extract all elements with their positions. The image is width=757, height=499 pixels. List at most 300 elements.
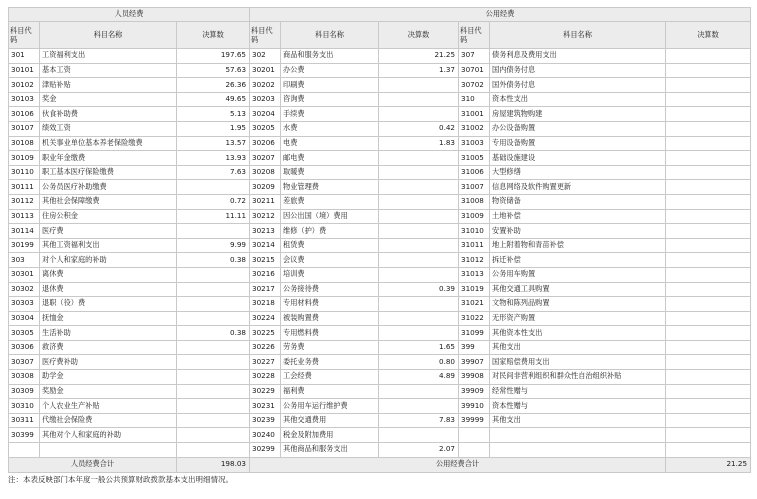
table-row	[9, 326, 751, 341]
subject-name-cell: 其他支出	[490, 413, 666, 428]
amount-cell	[177, 282, 250, 297]
subject-code-cell: 39908	[459, 370, 490, 385]
subject-name-cell: 福利费	[281, 384, 379, 399]
amount-cell	[666, 282, 751, 297]
subject-name-cell: 水费	[281, 121, 379, 136]
subject-code-cell: 31006	[459, 165, 490, 180]
subject-code-cell: 39910	[459, 399, 490, 414]
table-row	[9, 209, 751, 224]
subject-name-cell: 医疗费	[40, 224, 177, 239]
amount-cell	[379, 78, 459, 93]
table-row	[9, 355, 751, 370]
subject-code-cell: 30701	[459, 63, 490, 78]
amount-cell	[666, 399, 751, 414]
subject-name-cell: 其他支出	[490, 340, 666, 355]
subject-code-cell: 399	[459, 340, 490, 355]
amount-cell	[666, 121, 751, 136]
subject-code-cell: 31022	[459, 311, 490, 326]
amount-cell: 0.38	[177, 326, 250, 341]
subject-name-cell: 基本工资	[40, 63, 177, 78]
subject-name-cell: 手续费	[281, 107, 379, 122]
subject-name-cell: 公务员医疗补助缴费	[40, 180, 177, 195]
subject-name-cell: 公务用车运行维护费	[281, 399, 379, 414]
public-total-value: 21.25	[666, 457, 751, 472]
table-row	[9, 165, 751, 180]
amount-cell	[666, 355, 751, 370]
amount-cell: 0.39	[379, 282, 459, 297]
subject-code-cell: 30216	[250, 267, 281, 282]
table-row	[9, 63, 751, 78]
subject-name-cell: 土地补偿	[490, 209, 666, 224]
subject-name-cell: 退休费	[40, 282, 177, 297]
table-row	[9, 311, 751, 326]
subject-code-cell: 30302	[9, 282, 40, 297]
name-header: 科目名称	[490, 22, 666, 49]
subject-code-cell: 310	[459, 92, 490, 107]
amount-cell	[177, 370, 250, 385]
amount-cell	[666, 267, 751, 282]
amount-cell	[177, 297, 250, 312]
table-row	[9, 267, 751, 282]
amount-cell	[379, 92, 459, 107]
table-row	[9, 151, 751, 166]
table-row	[9, 428, 751, 443]
subject-code-cell: 30218	[250, 297, 281, 312]
subject-code-cell: 30206	[250, 136, 281, 151]
subject-code-cell	[459, 428, 490, 443]
amount-cell	[379, 180, 459, 195]
subject-name-cell: 公务用车购置	[490, 267, 666, 282]
subject-name-cell: 信息网络及软件购置更新	[490, 180, 666, 195]
subject-name-cell: 国外债务付息	[490, 78, 666, 93]
subject-name-cell: 商品和服务支出	[281, 49, 379, 64]
subject-name-cell: 邮电费	[281, 151, 379, 166]
subject-code-cell: 30209	[250, 180, 281, 195]
amount-cell	[379, 209, 459, 224]
subject-name-cell: 专用材料费	[281, 297, 379, 312]
subject-name-cell: 职业年金缴费	[40, 151, 177, 166]
subject-name-cell: 奖励金	[40, 384, 177, 399]
subject-code-cell: 31001	[459, 107, 490, 122]
subject-name-cell: 离休费	[40, 267, 177, 282]
table-row	[9, 92, 751, 107]
subject-name-cell: 专用设备购置	[490, 136, 666, 151]
amount-cell	[379, 238, 459, 253]
amount-cell: 9.99	[177, 238, 250, 253]
subject-name-cell: 生活补助	[40, 326, 177, 341]
amount-cell	[177, 355, 250, 370]
table-row	[9, 136, 751, 151]
amount-cell	[379, 151, 459, 166]
subject-code-cell: 30226	[250, 340, 281, 355]
subject-code-cell: 31012	[459, 253, 490, 268]
amount-cell	[177, 267, 250, 282]
subject-code-cell: 31002	[459, 121, 490, 136]
amount-cell: 21.25	[379, 49, 459, 64]
expenditure-table	[8, 7, 751, 473]
subject-code-cell: 30702	[459, 78, 490, 93]
subject-code-cell: 30217	[250, 282, 281, 297]
subject-name-cell: 税金及附加费用	[281, 428, 379, 443]
subject-name-cell: 公务接待费	[281, 282, 379, 297]
subject-code-cell: 30201	[250, 63, 281, 78]
subject-code-cell: 30207	[250, 151, 281, 166]
subject-code-cell: 30208	[250, 165, 281, 180]
subject-code-cell: 30103	[9, 92, 40, 107]
amount-cell	[666, 224, 751, 239]
amount-cell	[666, 49, 751, 64]
amount-cell	[177, 311, 250, 326]
amount-cell: 11.11	[177, 209, 250, 224]
subject-code-cell: 30239	[250, 413, 281, 428]
subject-name-cell: 维修（护）费	[281, 224, 379, 239]
subject-code-cell: 30227	[250, 355, 281, 370]
subject-name-cell: 个人农业生产补贴	[40, 399, 177, 414]
table-footnote: 注：本表反映部门本年度一般公共预算财政拨款基本支出明细情况。	[8, 475, 233, 484]
amount-cell	[666, 413, 751, 428]
subject-code-cell: 31013	[459, 267, 490, 282]
subject-name-cell: 工会经费	[281, 370, 379, 385]
subject-name-cell: 奖金	[40, 92, 177, 107]
table-row	[9, 413, 751, 428]
subject-name-cell: 物资储备	[490, 194, 666, 209]
code-header: 科目代码	[9, 22, 40, 49]
amount-cell: 26.36	[177, 78, 250, 93]
table-row	[9, 282, 751, 297]
subject-code-cell: 31021	[459, 297, 490, 312]
subject-name-cell: 其他工资福利支出	[40, 238, 177, 253]
amount-cell	[666, 253, 751, 268]
subject-name-cell: 国家赔偿费用支出	[490, 355, 666, 370]
amount-cell	[666, 443, 751, 458]
amount-cell: 0.42	[379, 121, 459, 136]
amount-cell: 0.72	[177, 194, 250, 209]
subject-name-cell: 电费	[281, 136, 379, 151]
subject-name-cell: 其他商品和服务支出	[281, 443, 379, 458]
subject-code-cell: 31009	[459, 209, 490, 224]
subject-name-cell: 绩效工资	[40, 121, 177, 136]
subject-name-cell: 对个人和家庭的补助	[40, 253, 177, 268]
subject-code-cell: 30303	[9, 297, 40, 312]
amount-cell	[379, 267, 459, 282]
amount-cell	[666, 209, 751, 224]
amount-header: 决算数	[379, 22, 459, 49]
code-header: 科目代码	[250, 22, 281, 49]
amount-header: 决算数	[177, 22, 250, 49]
amount-cell: 7.83	[379, 413, 459, 428]
subject-name-cell: 其他交通费用	[281, 413, 379, 428]
subject-name-cell: 国内债务付息	[490, 63, 666, 78]
subject-name-cell: 医疗费补助	[40, 355, 177, 370]
subject-code-cell: 31099	[459, 326, 490, 341]
amount-cell	[379, 428, 459, 443]
amount-cell: 2.07	[379, 443, 459, 458]
subject-name-cell: 咨询费	[281, 92, 379, 107]
subject-name-cell: 救济费	[40, 340, 177, 355]
subject-code-cell: 30112	[9, 194, 40, 209]
subject-name-cell: 会议费	[281, 253, 379, 268]
totals-row	[9, 457, 751, 472]
personnel-total-value: 198.03	[177, 457, 250, 472]
amount-cell	[177, 413, 250, 428]
table-row	[9, 253, 751, 268]
amount-cell: 13.93	[177, 151, 250, 166]
public-group-header: 公用经费	[250, 8, 751, 22]
table-row	[9, 78, 751, 93]
subject-code-cell: 30399	[9, 428, 40, 443]
subject-name-cell: 其他对个人和家庭的补助	[40, 428, 177, 443]
public-total-label: 公用经费合计	[250, 457, 666, 472]
subject-name-cell: 职工基本医疗保险缴费	[40, 165, 177, 180]
subject-name-cell: 对民间非营利组织和群众性自治组织补贴	[490, 370, 666, 385]
amount-cell	[666, 107, 751, 122]
subject-code-cell: 30301	[9, 267, 40, 282]
table-row	[9, 384, 751, 399]
amount-cell: 197.65	[177, 49, 250, 64]
subject-code-cell: 30231	[250, 399, 281, 414]
amount-cell	[379, 165, 459, 180]
subject-code-cell: 30204	[250, 107, 281, 122]
table-row	[9, 443, 751, 458]
personnel-total-label: 人员经费合计	[9, 457, 177, 472]
subject-name-cell: 委托业务费	[281, 355, 379, 370]
subject-code-cell: 30102	[9, 78, 40, 93]
subject-name-cell: 因公出国（境）费用	[281, 209, 379, 224]
subject-name-cell: 差旅费	[281, 194, 379, 209]
personnel-group-header: 人员经费	[9, 8, 250, 22]
subject-name-cell: 退职（役）费	[40, 297, 177, 312]
amount-cell	[666, 297, 751, 312]
subject-code-cell: 30108	[9, 136, 40, 151]
amount-cell: 4.89	[379, 370, 459, 385]
subject-code-cell: 30203	[250, 92, 281, 107]
subject-code-cell: 31011	[459, 238, 490, 253]
subject-code-cell: 30106	[9, 107, 40, 122]
subject-code-cell: 30311	[9, 413, 40, 428]
subject-code-cell: 30228	[250, 370, 281, 385]
subject-code-cell: 30299	[250, 443, 281, 458]
amount-cell	[177, 384, 250, 399]
table-row	[9, 224, 751, 239]
subject-code-cell	[9, 443, 40, 458]
amount-cell	[666, 384, 751, 399]
subject-code-cell: 31019	[459, 282, 490, 297]
subject-code-cell: 30224	[250, 311, 281, 326]
subject-name-cell: 房屋建筑物购建	[490, 107, 666, 122]
amount-cell	[666, 238, 751, 253]
subject-name-cell: 抚恤金	[40, 311, 177, 326]
name-header: 科目名称	[40, 22, 177, 49]
subject-name-cell: 无形资产购置	[490, 311, 666, 326]
column-header-row	[9, 22, 751, 49]
table-row	[9, 340, 751, 355]
subject-code-cell: 30225	[250, 326, 281, 341]
subject-name-cell: 津贴补贴	[40, 78, 177, 93]
expenditure-table-container	[8, 7, 750, 473]
subject-code-cell: 39907	[459, 355, 490, 370]
amount-cell	[666, 92, 751, 107]
subject-name-cell: 资本性赠与	[490, 399, 666, 414]
subject-name-cell	[490, 428, 666, 443]
subject-name-cell: 专用燃料费	[281, 326, 379, 341]
amount-cell: 49.65	[177, 92, 250, 107]
subject-name-cell: 拆迁补偿	[490, 253, 666, 268]
amount-cell	[177, 443, 250, 458]
amount-cell	[666, 78, 751, 93]
amount-cell	[379, 326, 459, 341]
subject-code-cell: 30310	[9, 399, 40, 414]
amount-cell	[666, 151, 751, 166]
table-row	[9, 297, 751, 312]
subject-name-cell: 办公设备购置	[490, 121, 666, 136]
subject-name-cell: 其他资本性支出	[490, 326, 666, 341]
amount-cell	[666, 370, 751, 385]
subject-name-cell: 劳务费	[281, 340, 379, 355]
subject-name-cell: 办公费	[281, 63, 379, 78]
subject-code-cell: 30199	[9, 238, 40, 253]
subject-code-cell: 302	[250, 49, 281, 64]
subject-code-cell: 30205	[250, 121, 281, 136]
amount-cell	[666, 136, 751, 151]
subject-name-cell: 代缴社会保险费	[40, 413, 177, 428]
subject-code-cell: 303	[9, 253, 40, 268]
subject-code-cell: 30240	[250, 428, 281, 443]
subject-code-cell: 31003	[459, 136, 490, 151]
table-row	[9, 121, 751, 136]
amount-cell	[666, 340, 751, 355]
name-header: 科目名称	[281, 22, 379, 49]
amount-cell	[666, 428, 751, 443]
subject-name-cell: 物业管理费	[281, 180, 379, 195]
subject-code-cell	[459, 443, 490, 458]
subject-code-cell: 30215	[250, 253, 281, 268]
amount-cell: 7.63	[177, 165, 250, 180]
amount-cell	[177, 340, 250, 355]
subject-name-cell	[490, 443, 666, 458]
amount-cell	[379, 253, 459, 268]
subject-name-cell	[40, 443, 177, 458]
amount-cell	[666, 194, 751, 209]
amount-cell	[379, 194, 459, 209]
subject-name-cell: 经常性赠与	[490, 384, 666, 399]
subject-code-cell: 30114	[9, 224, 40, 239]
amount-cell	[666, 311, 751, 326]
amount-cell	[666, 180, 751, 195]
subject-code-cell: 301	[9, 49, 40, 64]
subject-name-cell: 助学金	[40, 370, 177, 385]
subject-code-cell: 30306	[9, 340, 40, 355]
amount-cell: 0.80	[379, 355, 459, 370]
subject-code-cell: 30304	[9, 311, 40, 326]
subject-code-cell: 31007	[459, 180, 490, 195]
subject-name-cell: 住房公积金	[40, 209, 177, 224]
subject-name-cell: 伙食补助费	[40, 107, 177, 122]
amount-cell	[177, 399, 250, 414]
subject-code-cell: 30101	[9, 63, 40, 78]
subject-name-cell: 其他交通工具购置	[490, 282, 666, 297]
table-row	[9, 49, 751, 64]
subject-code-cell: 31008	[459, 194, 490, 209]
subject-code-cell: 39999	[459, 413, 490, 428]
subject-name-cell: 租赁费	[281, 238, 379, 253]
subject-code-cell: 39909	[459, 384, 490, 399]
subject-code-cell: 30111	[9, 180, 40, 195]
amount-cell	[177, 224, 250, 239]
subject-code-cell: 31005	[459, 151, 490, 166]
subject-code-cell: 30211	[250, 194, 281, 209]
subject-code-cell: 30212	[250, 209, 281, 224]
subject-name-cell: 基础设施建设	[490, 151, 666, 166]
amount-cell	[177, 180, 250, 195]
amount-cell	[379, 311, 459, 326]
subject-code-cell: 30308	[9, 370, 40, 385]
subject-name-cell: 文物和陈列品购置	[490, 297, 666, 312]
subject-code-cell: 30110	[9, 165, 40, 180]
subject-code-cell: 31010	[459, 224, 490, 239]
subject-name-cell: 资本性支出	[490, 92, 666, 107]
subject-name-cell: 培训费	[281, 267, 379, 282]
code-header: 科目代码	[459, 22, 490, 49]
subject-code-cell: 30109	[9, 151, 40, 166]
subject-code-cell: 30214	[250, 238, 281, 253]
table-body	[9, 49, 751, 458]
amount-cell: 0.38	[177, 253, 250, 268]
amount-cell	[666, 165, 751, 180]
subject-name-cell: 机关事业单位基本养老保险缴费	[40, 136, 177, 151]
amount-cell: 1.95	[177, 121, 250, 136]
amount-cell	[177, 428, 250, 443]
subject-name-cell: 大型修缮	[490, 165, 666, 180]
amount-cell: 1.37	[379, 63, 459, 78]
amount-header: 决算数	[666, 22, 751, 49]
subject-name-cell: 被装购置费	[281, 311, 379, 326]
table-row	[9, 370, 751, 385]
table-row	[9, 238, 751, 253]
amount-cell: 13.57	[177, 136, 250, 151]
amount-cell	[666, 63, 751, 78]
subject-code-cell: 30305	[9, 326, 40, 341]
subject-code-cell: 30309	[9, 384, 40, 399]
subject-code-cell: 30229	[250, 384, 281, 399]
amount-cell	[666, 326, 751, 341]
amount-cell	[379, 399, 459, 414]
subject-name-cell: 印刷费	[281, 78, 379, 93]
subject-code-cell: 30202	[250, 78, 281, 93]
subject-code-cell: 307	[459, 49, 490, 64]
subject-code-cell: 30113	[9, 209, 40, 224]
amount-cell: 1.83	[379, 136, 459, 151]
amount-cell: 1.65	[379, 340, 459, 355]
subject-name-cell: 其他社会保障缴费	[40, 194, 177, 209]
subject-name-cell: 地上附着物和青苗补偿	[490, 238, 666, 253]
table-row	[9, 194, 751, 209]
subject-code-cell: 30307	[9, 355, 40, 370]
table-row	[9, 399, 751, 414]
table-row	[9, 107, 751, 122]
subject-code-cell: 30213	[250, 224, 281, 239]
amount-cell: 57.63	[177, 63, 250, 78]
subject-name-cell: 工资福利支出	[40, 49, 177, 64]
subject-name-cell: 安置补助	[490, 224, 666, 239]
subject-code-cell: 30107	[9, 121, 40, 136]
amount-cell	[379, 224, 459, 239]
amount-cell	[379, 297, 459, 312]
subject-name-cell: 取暖费	[281, 165, 379, 180]
subject-name-cell: 债务利息及费用支出	[490, 49, 666, 64]
table-row	[9, 180, 751, 195]
group-header-row	[9, 8, 751, 22]
amount-cell	[379, 384, 459, 399]
